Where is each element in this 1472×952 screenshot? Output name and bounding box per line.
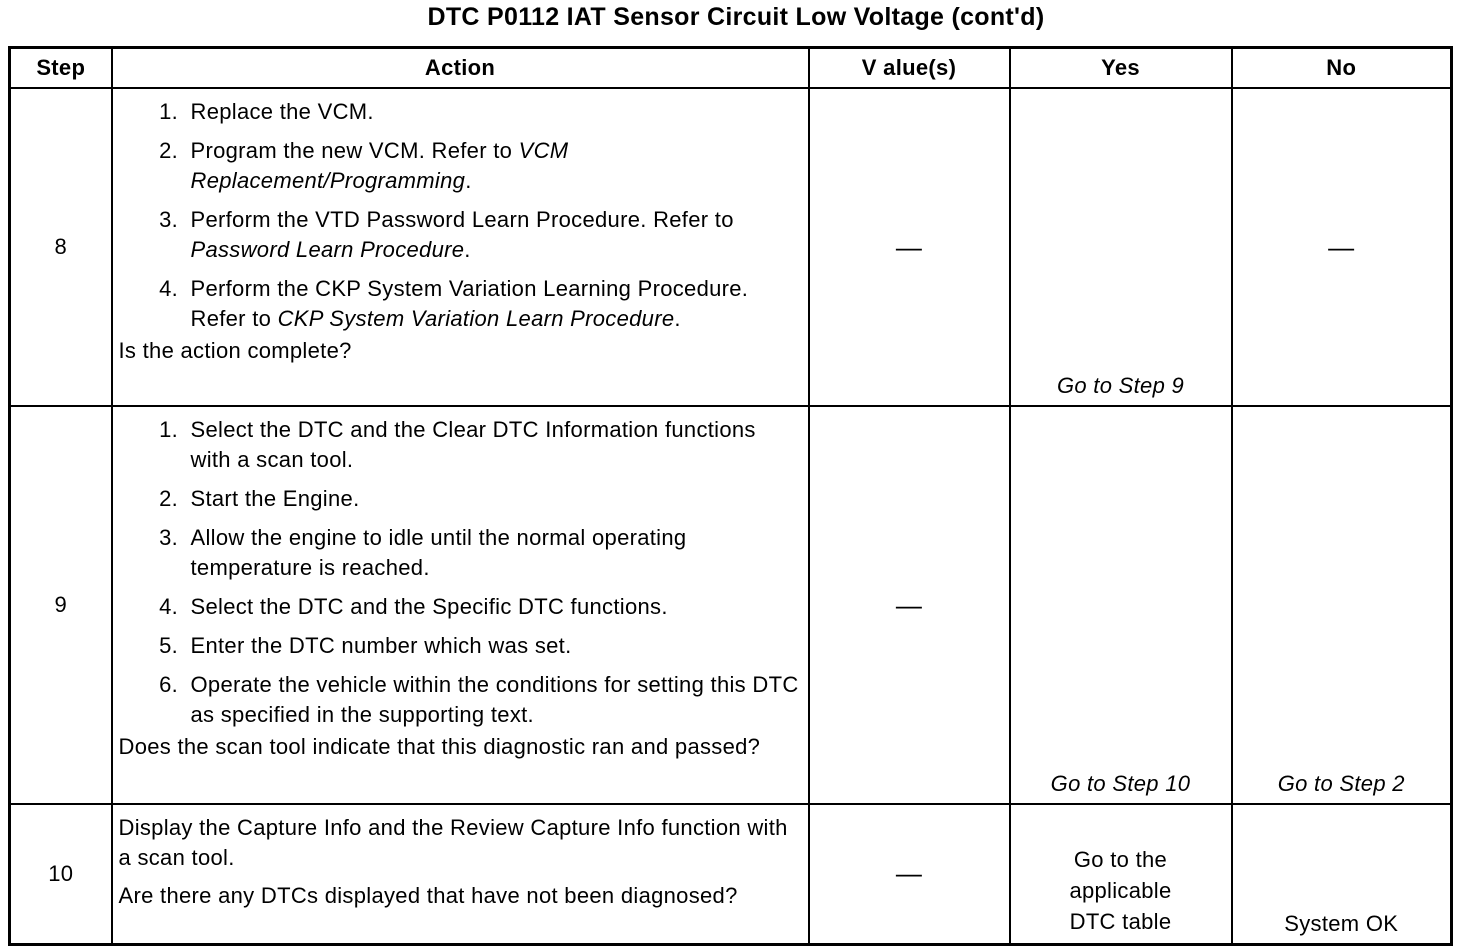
yes-cell: Go to Step 10 — [1010, 406, 1232, 804]
action-text: Display the Capture Info and the Review Capture Info function with a scan tool. — [118, 815, 788, 870]
table-row — [10, 804, 1452, 944]
table-row — [10, 406, 1452, 804]
yes-cell-text: Go to the applicable DTC table — [1069, 846, 1172, 934]
action-step: 2. Program the new VCM. Refer to VCM Replacement/Programming. — [185, 136, 802, 196]
reference-link-text: VCM Replacement/Programming — [190, 138, 569, 193]
action-steps — [119, 415, 802, 730]
header-yes: Yes — [1010, 48, 1232, 89]
yes-cell: Go to Step 9 — [1010, 88, 1232, 406]
action-step: 5. Enter the DTC number which was set. — [185, 631, 802, 661]
header-values: V alue(s) — [809, 48, 1010, 89]
reference-link-text: CKP System Variation Learn Procedure — [277, 306, 675, 331]
no-cell: System OK — [1232, 804, 1452, 944]
action-step: 3. Allow the engine to idle until the normal operating temperature is reached. — [185, 523, 802, 583]
action-step: 1. Replace the VCM. — [185, 97, 802, 127]
diagnostic-table — [8, 46, 1453, 946]
step-number: 9 — [10, 406, 112, 804]
action-cell — [112, 804, 809, 944]
values-cell: — — [809, 804, 1010, 944]
action-cell — [112, 406, 809, 804]
action-step: 4. Perform the CKP System Variation Learning Procedure. Refer to CKP System Variation Learn Procedure. — [185, 274, 802, 334]
no-cell: Go to Step 2 — [1232, 406, 1452, 804]
header-step: Step — [10, 48, 112, 89]
action-step: 3. Perform the VTD Password Learn Procedure. Refer to Password Learn Procedure. — [185, 205, 802, 265]
action-step: 4. Select the DTC and the Specific DTC functions. — [185, 592, 802, 622]
no-cell: — — [1232, 88, 1452, 406]
header-no: No — [1232, 48, 1452, 89]
action-question: Does the scan tool indicate that this diagnostic ran and passed? — [118, 734, 761, 759]
table-row — [10, 88, 1452, 406]
yes-cell — [1010, 804, 1232, 944]
values-cell: — — [809, 406, 1010, 804]
action-cell — [112, 88, 809, 406]
header-action: Action — [112, 48, 809, 89]
action-step: 2. Start the Engine. — [185, 484, 802, 514]
values-cell: — — [809, 88, 1010, 406]
action-step: 6. Operate the vehicle within the conditions for setting this DTC as specified in the supporting text. — [185, 670, 802, 730]
action-steps — [119, 97, 802, 334]
step-number: 10 — [10, 804, 112, 944]
table-header-row — [10, 48, 1452, 89]
action-question: Is the action complete? — [118, 338, 352, 363]
reference-link-text: Password Learn Procedure — [190, 237, 465, 262]
step-number: 8 — [10, 88, 112, 406]
page-title: DTC P0112 IAT Sensor Circuit Low Voltage (cont'd) — [427, 3, 1045, 31]
action-question: Are there any DTCs displayed that have not been diagnosed? — [118, 883, 738, 908]
action-step: 1. Select the DTC and the Clear DTC Information functions with a scan tool. — [185, 415, 802, 475]
